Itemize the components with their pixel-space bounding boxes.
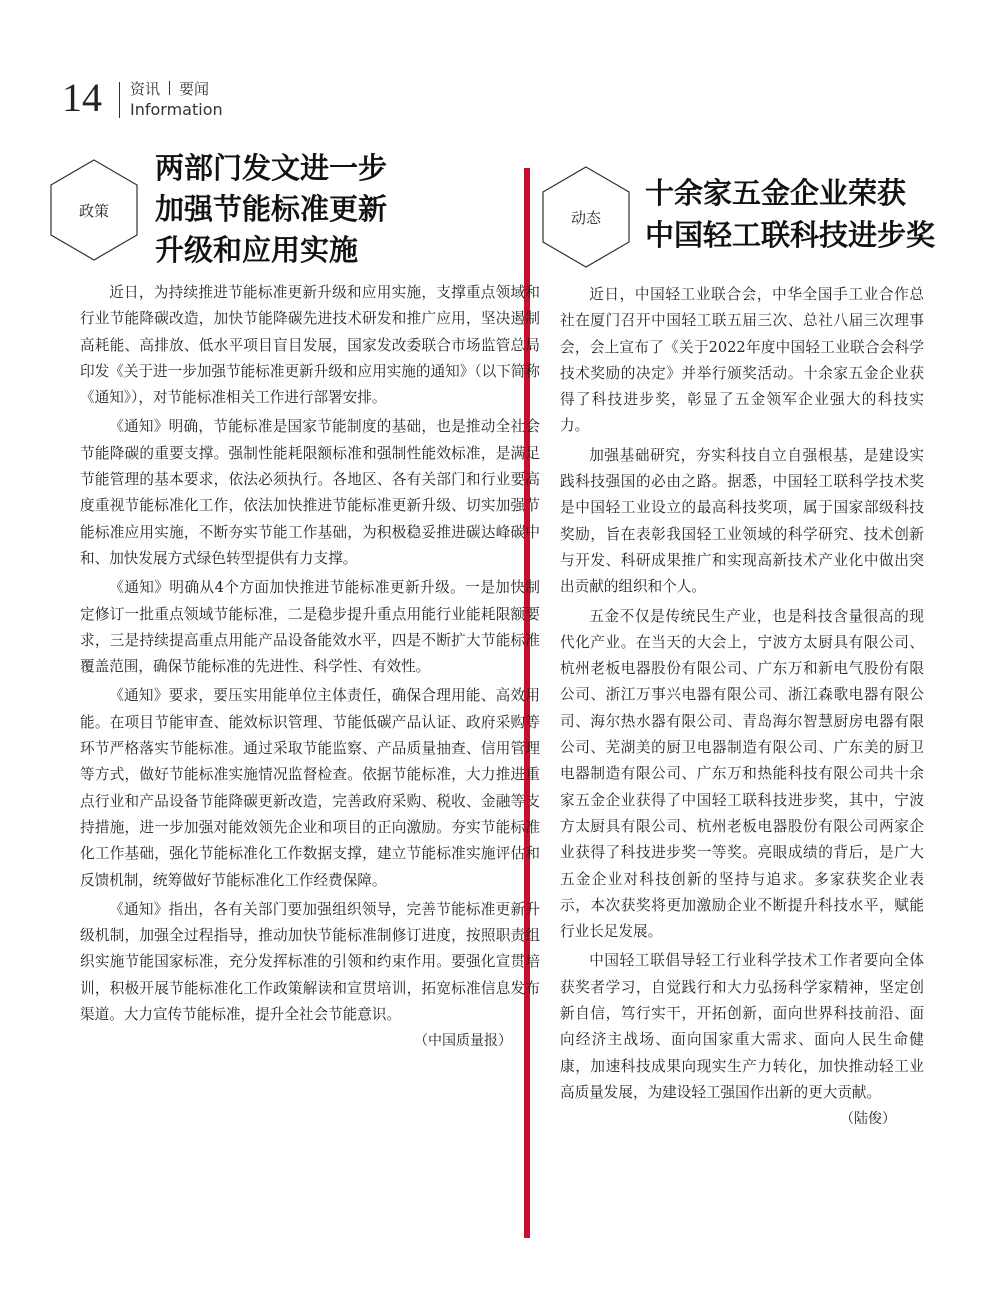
paragraph bbox=[80, 897, 540, 1050]
title-line: 升级和应用实施 bbox=[155, 233, 359, 267]
right-article-body bbox=[560, 282, 924, 1133]
paragraph-text: 《通知》指出，各有关部门要加强组织领导，完善节能标准更新升级机制，加强全过程指导，推动加快节能标准制修订进度，按照职责组织实施节能国家标准，充分发挥标准的引领和约束作用。要强化宣贯培训，积极开展节能标准化工作政策解读和宣贯培训，拓宽标准信息发布渠道。大力宣传节能标准，提升全社会节能意识。 bbox=[80, 900, 540, 1024]
news-tag bbox=[540, 165, 632, 269]
article-source: （陆俊） bbox=[840, 1111, 896, 1128]
paragraph: 近日，为持续推进节能标准更新升级和应用实施，支撑重点领域和行业节能降碳改造，加快节能降碳先进技术研发和推广应用，坚决遏制高耗能、高排放、低水平项目盲目发展，国家发改委联合市场监管总局印发《关于进一步加强节能标准更新升级和应用实施的通知》（以下简称《通知》），对节能标准相关工作进行部署安排。 bbox=[80, 284, 540, 407]
paragraph: 加强基础研究，夯实科技自立自强根基，是建设实践科技强国的必由之路。据悉，中国轻工联科学技术奖是中国轻工业设立的最高科技奖项，属于国家部级科技奖励，旨在表彰我国轻工业领域的科学研究、技术创新与开发、科研成果推广和实现高新技术产业化中做出突出贡献的组织和个人。 bbox=[560, 446, 924, 596]
title-line: 加强节能标准更新 bbox=[155, 192, 388, 226]
right-article-title bbox=[645, 172, 935, 256]
paragraph: 近日，中国轻工业联合会，中华全国手工业合作总社在厦门召开中国轻工联五届三次、总社八届三次理事会，会上宣布了《关于2022年度中国轻工业联合会科学技术奖励的决定》并举行颁奖活动。十余家五金企业获得了科技进步奖，彰显了五金领军企业强大的科技实力。 bbox=[560, 286, 924, 435]
policy-tag bbox=[48, 158, 140, 262]
article-source: （中国质量报） bbox=[414, 1033, 512, 1050]
section-label bbox=[130, 78, 209, 99]
title-line: 两部门发文进一步 bbox=[155, 151, 388, 185]
title-line: 中国轻工联科技进步奖 bbox=[645, 218, 936, 252]
paragraph: 五金不仅是传统民生产业，也是科技含量很高的现代化产业。在当天的大会上，宁波方太厨具有限公司、杭州老板电器股份有限公司、广东万和新电气股份有限公司、浙江万事兴电器有限公司、浙江森歌电器有限公司、海尔热水器有限公司、青岛海尔智慧厨房电器有限公司、芜湖美的厨卫电器制造有限公司、广东美的厨卫电器制造有限公司、广东万和热能科技有限公司共十余家五金企业获得了中国轻工联科技进步奖，其中，宁波方太厨具有限公司、杭州老板电器股份有限公司两家企业获得了科技进步奖一等奖。亮眼成绩的背后，是广大五金企业对科技创新的坚持与追求。多家获奖企业表示，本次获奖将更加激励企业不断提升科技水平，赋能行业长足发展。 bbox=[560, 607, 924, 941]
news-tag-label: 动态 bbox=[570, 208, 601, 227]
subsection-cn: 要闻 bbox=[179, 80, 210, 98]
left-article-title bbox=[155, 148, 387, 271]
paragraph: 《通知》明确从4个方面加快推进节能标准更新升级。一是加快制定修订一批重点领域节能标准，二是稳步提升重点用能行业能耗限额要求，三是持续提高重点用能产品设备能效水平，四是不断扩大节能标准覆盖范围，确保节能标准的先进性、科学性、有效性。 bbox=[80, 579, 540, 676]
paragraph: 《通知》明确，节能标准是国家节能制度的基础，也是推动全社会节能降碳的重要支撑。强制性能耗限额标准和强制性能效标准，是满足节能管理的基本要求，依法必须执行。各地区、各有关部门和行业要高度重视节能标准化工作，依法加快推进节能标准更新升级、切实加强节能标准应用实施，不断夯实节能工作基础，为积极稳妥推进碳达峰碳中和、加快发展方式绿色转型提供有力支撑。 bbox=[80, 418, 540, 567]
page-number: 14 bbox=[62, 75, 102, 120]
title-line: 十余家五金企业荣获 bbox=[645, 176, 907, 210]
paragraph bbox=[560, 948, 924, 1128]
paragraph-text: 中国轻工联倡导轻工行业科学技术工作者要向全体获奖者学习，自觉践行和大力弘扬科学家精神，坚定创新自信，笃行实干，开拓创新，面向世界科技前沿、面向经济主战场、面向国家重大需求、面向人民生命健康，加速科技成果向现实生产力转化，加快推动轻工业高质量发展，为建设轻工强国作出新的更大贡献。 bbox=[560, 952, 924, 1101]
policy-tag-label: 政策 bbox=[78, 201, 109, 220]
header-separator bbox=[119, 82, 120, 118]
section-cn: 资讯 bbox=[130, 80, 161, 98]
section-en: Information bbox=[130, 100, 223, 119]
left-article-body bbox=[80, 280, 540, 1055]
section-bar bbox=[169, 81, 170, 95]
paragraph: 《通知》要求，要压实用能单位主体责任，确保合理用能、高效用能。在项目节能审查、能效标识管理、节能低碳产品认证、政府采购等环节严格落实节能标准。通过采取节能监察、产品质量抽查、信用管理等方式，做好节能标准实施情况监督检查。依据节能标准，大力推进重点行业和产品设备节能降碳更新改造，完善政府采购、税收、金融等支持措施，进一步加强对能效领先企业和项目的正向激励。夯实节能标准化工作基础，强化节能标准化工作数据支撑，建立节能标准实施评估和反馈机制，统筹做好节能标准化工作经费保障。 bbox=[80, 687, 540, 889]
